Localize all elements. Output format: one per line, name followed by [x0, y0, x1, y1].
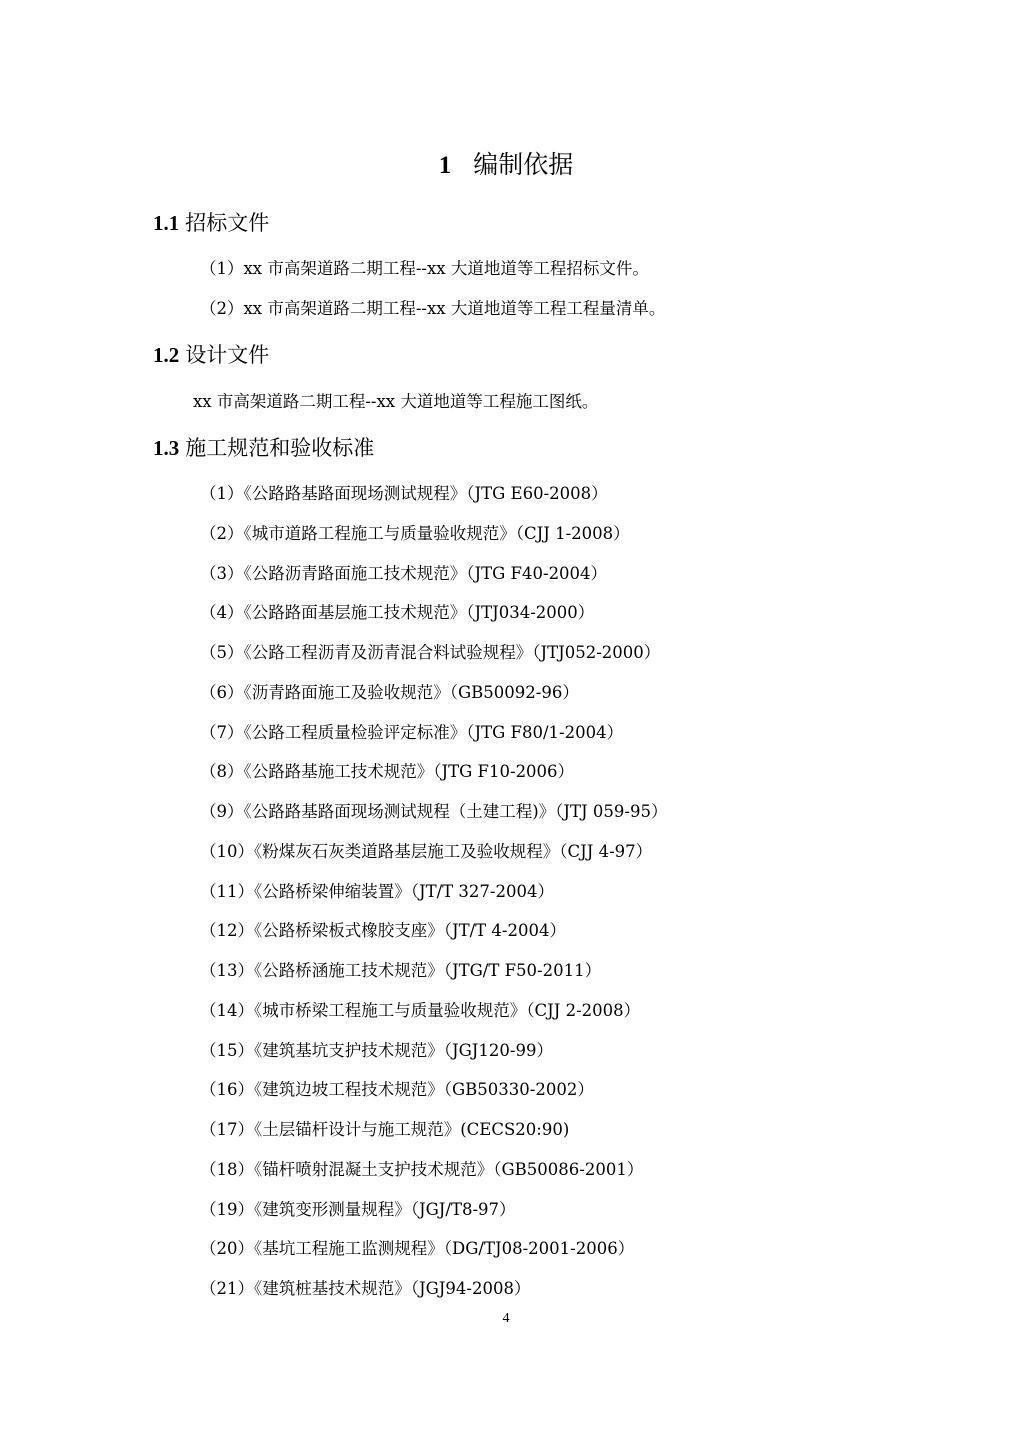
- paragraph-design-drawings: xx 市高架道路二期工程--xx 大道地道等工程施工图纸。: [193, 392, 599, 411]
- section-number: 1.1: [153, 211, 180, 235]
- list-item: （18）《锚杆喷射混凝土支护技术规范》（GB50086-2001）: [200, 1159, 644, 1179]
- chapter-title: [0, 148, 1012, 183]
- list-item: （10）《粉煤灰石灰类道路基层施工及验收规程》（CJJ 4-97）: [200, 841, 653, 861]
- section-heading-1-1: [153, 209, 269, 237]
- list-item: （7）《公路工程质量检验评定标准》（JTG F80/1-2004）: [200, 722, 624, 742]
- section-number: 1.3: [153, 436, 180, 460]
- list-item: （12）《公路桥梁板式橡胶支座》（JT/T 4-2004）: [200, 921, 566, 941]
- list-item: （11）《公路桥梁伸缩装置》（JT/T 327-2004）: [200, 881, 554, 901]
- chapter-number: 1: [438, 152, 452, 179]
- list-item: （19）《建筑变形测量规程》（JGJ/T8-97）: [200, 1199, 516, 1219]
- list-item: （20）《基坑工程施工监测规程》（DG/TJ08-2001-2006）: [200, 1239, 635, 1259]
- section-heading-1-2: [153, 341, 269, 369]
- paragraph-bill-of-quantities: （2）xx 市高架道路二期工程--xx 大道地道等工程工程量清单。: [200, 299, 666, 318]
- list-item: （14）《城市桥梁工程施工与质量验收规范》（CJJ 2-2008）: [200, 1000, 641, 1020]
- list-item: （15）《建筑基坑支护技术规范》（JGJ120-99）: [200, 1040, 553, 1060]
- paragraph-tender-doc: （1）xx 市高架道路二期工程--xx 大道地道等工程招标文件。: [200, 259, 649, 278]
- list-item: （2）《城市道路工程施工与质量验收规范》（CJJ 1-2008）: [200, 523, 630, 543]
- list-item: （13）《公路桥涵施工技术规范》（JTG/T F50-2011）: [200, 961, 602, 980]
- list-item: （16）《建筑边坡工程技术规范》（GB50330-2002）: [200, 1080, 594, 1100]
- section-title: 施工规范和验收标准: [185, 436, 375, 460]
- list-item: （17）《土层锚杆设计与施工规范》(CECS20:90): [200, 1120, 570, 1139]
- standards-list: [200, 481, 667, 1316]
- section-number: 1.2: [153, 343, 180, 367]
- list-item: （6）《沥青路面施工及验收规范》（GB50092-96）: [200, 682, 579, 702]
- section-title: 设计文件: [185, 343, 270, 367]
- list-item: （5）《公路工程沥青及沥青混合料试验规程》（JTJ052-2000）: [200, 643, 661, 662]
- list-item: （1）《公路路基路面现场测试规程》（JTG E60-2008）: [200, 484, 608, 503]
- list-item: （3）《公路沥青路面施工技术规范》（JTG F40-2004）: [200, 563, 608, 583]
- list-item: （8）《公路路基施工技术规范》（JTG F10-2006）: [200, 762, 575, 782]
- list-item: （21）《建筑桩基技术规范》（JGJ94-2008）: [200, 1279, 531, 1298]
- list-item: （4）《公路路面基层施工技术规范》（JTJ034-2000）: [200, 603, 595, 623]
- chapter-title-text: 编制依据: [473, 150, 574, 179]
- list-item: （9）《公路路基路面现场测试规程（土建工程)》（JTJ 059-95）: [200, 802, 668, 821]
- section-title: 招标文件: [185, 211, 270, 235]
- page-number: 4: [502, 1311, 510, 1326]
- section-heading-1-3: [153, 434, 374, 462]
